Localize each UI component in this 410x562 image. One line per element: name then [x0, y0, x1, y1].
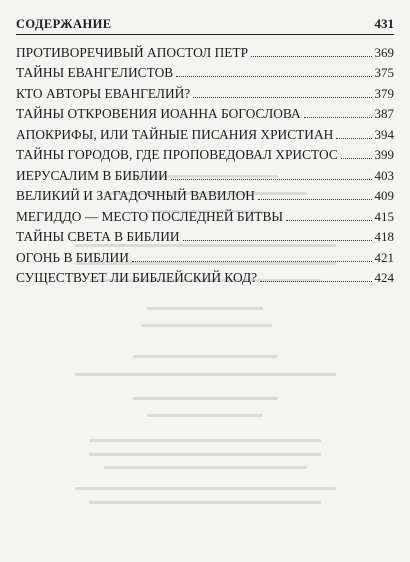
- dot-leader: [193, 97, 371, 98]
- bleed-through-line: [75, 373, 336, 376]
- bleed-through-line: [89, 453, 321, 456]
- toc-entry-page: 399: [374, 147, 394, 162]
- dot-leader: [132, 261, 372, 262]
- toc-entry-page: 403: [374, 167, 394, 183]
- dot-leader: [304, 117, 372, 118]
- bleed-through-line: [89, 439, 321, 442]
- bleed-through-line: [133, 397, 278, 400]
- toc-entry-title: ТАЙНЫ СВЕТА В БИБЛИИ: [16, 229, 180, 244]
- toc-entry-title: ИЕРУСАЛИМ В БИБЛИИ: [16, 167, 168, 183]
- toc-entry-page: 387: [374, 106, 394, 121]
- toc-entry-page: 369: [374, 44, 394, 60]
- toc-entry: [16, 184, 394, 205]
- toc-entry-page: 418: [374, 229, 394, 244]
- toc-entry: [16, 81, 394, 102]
- toc-entry-page: 375: [374, 65, 394, 80]
- dot-leader: [258, 199, 372, 200]
- toc-entry: [16, 225, 394, 246]
- toc-entry: [16, 163, 394, 184]
- bleed-through-line: [75, 487, 336, 490]
- toc-entry-page: 379: [374, 85, 394, 101]
- toc-entry-title: ПРОТИВОРЕЧИВЫЙ АПОСТОЛ ПЕТР: [16, 44, 249, 60]
- dot-leader: [251, 56, 371, 57]
- toc-entry-page: 415: [374, 208, 394, 224]
- bleed-through-line: [141, 324, 272, 327]
- toc-entry-page: 394: [374, 126, 394, 142]
- dot-leader: [176, 76, 371, 77]
- dot-leader: [171, 179, 372, 180]
- toc-entry: [16, 61, 394, 82]
- table-of-contents: [16, 40, 394, 286]
- dot-leader: [336, 138, 371, 139]
- bleed-through-line: [147, 414, 263, 417]
- toc-entry: [16, 143, 394, 164]
- toc-entry: [16, 102, 394, 123]
- toc-entry: [16, 245, 394, 266]
- running-header: [16, 12, 394, 35]
- toc-entry-title: ВЕЛИКИЙ И ЗАГАДОЧНЫЙ ВАВИЛОН: [16, 188, 255, 203]
- toc-entry-title: ТАЙНЫ ЕВАНГЕЛИСТОВ: [16, 65, 174, 80]
- toc-entry-title: ОГОНЬ В БИБЛИИ: [16, 249, 129, 265]
- dot-leader: [286, 220, 371, 221]
- toc-entry-title: ТАЙНЫ ОТКРОВЕНИЯ ИОАННА БОГОСЛОВА: [16, 106, 301, 121]
- toc-entry-page: 421: [374, 249, 394, 265]
- toc-entry: [16, 204, 394, 225]
- dot-leader: [183, 240, 372, 241]
- bleed-through-line: [89, 501, 321, 504]
- toc-entry-title: МЕГИДДО — МЕСТО ПОСЛЕДНЕЙ БИТВЫ: [16, 208, 284, 224]
- dot-leader: [341, 158, 372, 159]
- dot-leader: [260, 281, 371, 282]
- toc-entry-page: 409: [374, 188, 394, 203]
- bleed-through-line: [104, 466, 307, 469]
- page-number: 431: [374, 16, 394, 31]
- toc-entry-page: 424: [374, 270, 394, 285]
- toc-entry-title: СУЩЕСТВУЕТ ЛИ БИБЛЕЙСКИЙ КОД?: [16, 270, 258, 285]
- toc-entry-title: КТО АВТОРЫ ЕВАНГЕЛИЙ?: [16, 85, 191, 101]
- toc-entry: [16, 266, 394, 287]
- toc-entry: [16, 122, 394, 143]
- bleed-through-line: [147, 307, 263, 310]
- toc-entry: [16, 40, 394, 61]
- section-title: СОДЕРЖАНИЕ: [16, 17, 112, 31]
- bleed-through-line: [133, 355, 278, 358]
- toc-entry-title: ТАЙНЫ ГОРОДОВ, ГДЕ ПРОПОВЕДОВАЛ ХРИСТОС: [16, 147, 338, 162]
- toc-entry-title: АПОКРИФЫ, ИЛИ ТАЙНЫЕ ПИСАНИЯ ХРИСТИАН: [16, 126, 334, 142]
